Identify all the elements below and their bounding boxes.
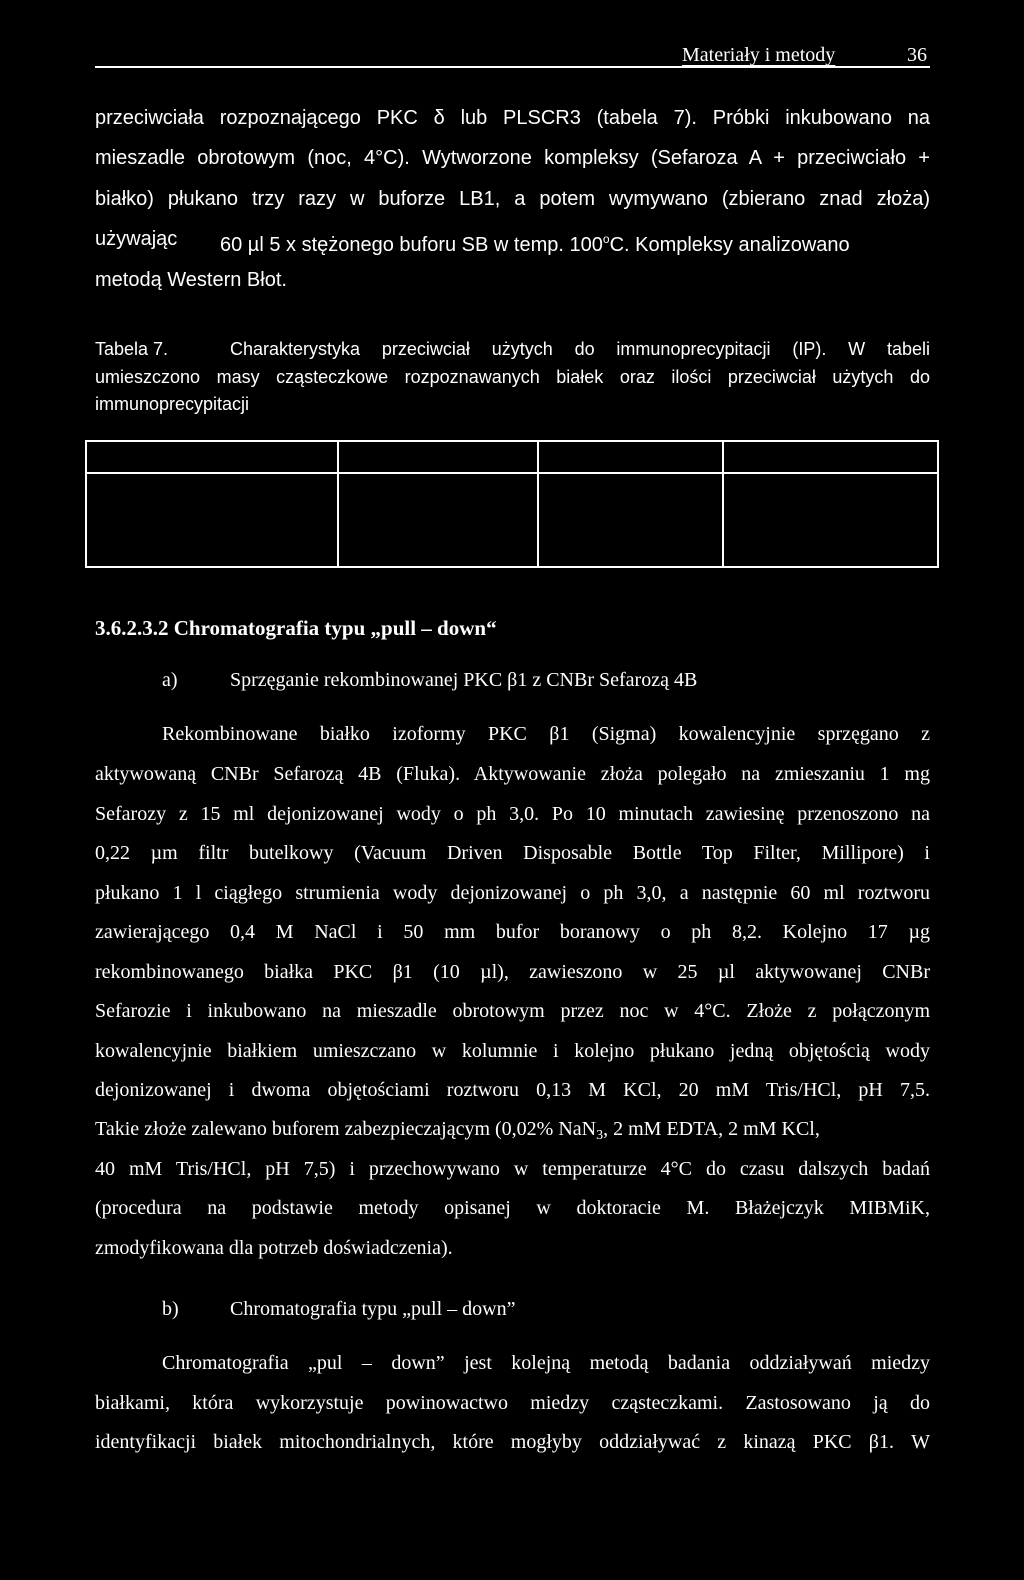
table-caption-line-2: umieszczono masy cząsteczkowe rozpoznawanych białek oraz ilości przeciwciał użytych do bbox=[95, 367, 930, 387]
para-a-line-14: zmodyfikowana dla potrzeb doświadczenia). bbox=[95, 1237, 453, 1259]
para-a-line-7: rekombinowanego białka PKC β1 (10 µl), zawieszono w 25 µl aktywowanej CNBr bbox=[95, 961, 930, 983]
para-a-line-8: Sefarozie i inkubowano na mieszadle obrotowym przez noc w 4°C. Złoże z połączonym bbox=[95, 1000, 930, 1022]
table-cell bbox=[723, 441, 938, 473]
table-cell bbox=[86, 441, 338, 473]
section-heading: 3.6.2.3.2 Chromatografia typu „pull – down“ bbox=[95, 616, 497, 640]
paragraph1-line-3: białko) płukano trzy razy w buforze LB1, a potem wymywano (zbierano znad złoża) bbox=[95, 188, 930, 210]
table-cell bbox=[538, 441, 723, 473]
para-a-line-2: aktywowaną CNBr Sefarozą 4B (Fluka). Aktywowanie złoża polegało na zmieszaniu 1 mg bbox=[95, 763, 930, 785]
para-b-line-3: identyfikacji białek mitochondrialnych, które mogłyby oddziaływać z kinazą PKC β1. W bbox=[95, 1431, 930, 1453]
table-row bbox=[86, 441, 938, 473]
paragraph1-line-1: przeciwciała rozpoznającego PKC δ lub PLSCR3 (tabela 7). Próbki inkubowano na bbox=[95, 107, 930, 129]
paragraph1-line-4-prefix: używając bbox=[95, 228, 178, 250]
subsection-a-title: Sprzęganie rekombinowanej PKC β1 z CNBr Sefarozą 4B bbox=[230, 669, 698, 691]
running-header-title: Materiały i metody bbox=[682, 44, 836, 66]
table-cell bbox=[723, 473, 938, 567]
para-b-line-1: Chromatografia „pul – down” jest kolejną metodą badania oddziaływań miedzy bbox=[162, 1352, 930, 1374]
table-row bbox=[86, 473, 938, 567]
table-caption-label: Tabela 7. bbox=[95, 339, 169, 359]
para-a-line-3: Sefarozy z 15 ml dejonizowanej wody o ph 3,0. Po 10 minutach zawiesinę przenoszono na bbox=[95, 803, 930, 825]
subsection-b-marker: b) bbox=[162, 1298, 179, 1320]
page-number: 36 bbox=[907, 44, 927, 66]
para-a-line-11: Takie złoże zalewano buforem zabezpieczającym (0,02% NaN$_3$, 2 mM EDTA, 2 mM KCl, bbox=[95, 1118, 820, 1143]
para-a-line-12: 40 mM Tris/HCl, pH 7,5) i przechowywano w temperaturze 4°C do czasu dalszych badań bbox=[95, 1158, 930, 1180]
subsection-a-marker: a) bbox=[162, 669, 178, 691]
para-b-line-2: białkami, która wykorzystuje powinowactwo miedzy cząsteczkami. Zastosowano ją do bbox=[95, 1392, 930, 1414]
table-caption-line-1: Charakterystyka przeciwciał użytych do immunoprecypitacji (IP). W tabeli bbox=[230, 339, 930, 359]
para-a-line-5: płukano 1 l ciągłego strumienia wody dejonizowanej o ph 3,0, a następnie 60 ml roztworu bbox=[95, 882, 930, 904]
para-a-line-9: kowalencyjnie białkiem umieszczano w kolumnie i kolejno płukano jedną objętością wody bbox=[95, 1040, 930, 1062]
table-cell bbox=[538, 473, 723, 567]
para-a-line-4: 0,22 µm filtr butelkowy (Vacuum Driven Disposable Bottle Top Filter, Millipore) i bbox=[95, 842, 930, 864]
table-caption-line-3: immunoprecypitacji bbox=[95, 394, 250, 414]
paragraph1-line-4: 60 µl 5 x stężonego buforu SB w temp. 100$^o$C. Kompleksy analizowano bbox=[220, 232, 850, 256]
para-a-line-10: dejonizowanej i dwoma objętościami roztworu 0,13 M KCl, 20 mM Tris/HCl, pH 7,5. bbox=[95, 1079, 930, 1101]
para-a-line-6: zawierającego 0,4 M NaCl i 50 mm bufor boranowy o ph 8,2. Kolejno 17 µg bbox=[95, 921, 930, 943]
subsection-b-title: Chromatografia typu „pull – down” bbox=[230, 1298, 516, 1320]
para-a-line-1: Rekombinowane białko izoformy PKC β1 (Sigma) kowalencyjnie sprzęgano z bbox=[162, 723, 930, 745]
table-cell bbox=[338, 441, 538, 473]
antibody-table bbox=[85, 440, 939, 568]
table-cell bbox=[86, 473, 338, 567]
table-cell bbox=[338, 473, 538, 567]
para-a-line-13: (procedura na podstawie metody opisanej w doktoracie M. Błażejczyk MIBMiK, bbox=[95, 1197, 930, 1219]
paragraph1-line-2: mieszadle obrotowym (noc, 4°C). Wytworzone kompleksy (Sefaroza A + przeciwciało + bbox=[95, 147, 930, 169]
paragraph1-line-5: metodą Western Błot. bbox=[95, 269, 287, 291]
